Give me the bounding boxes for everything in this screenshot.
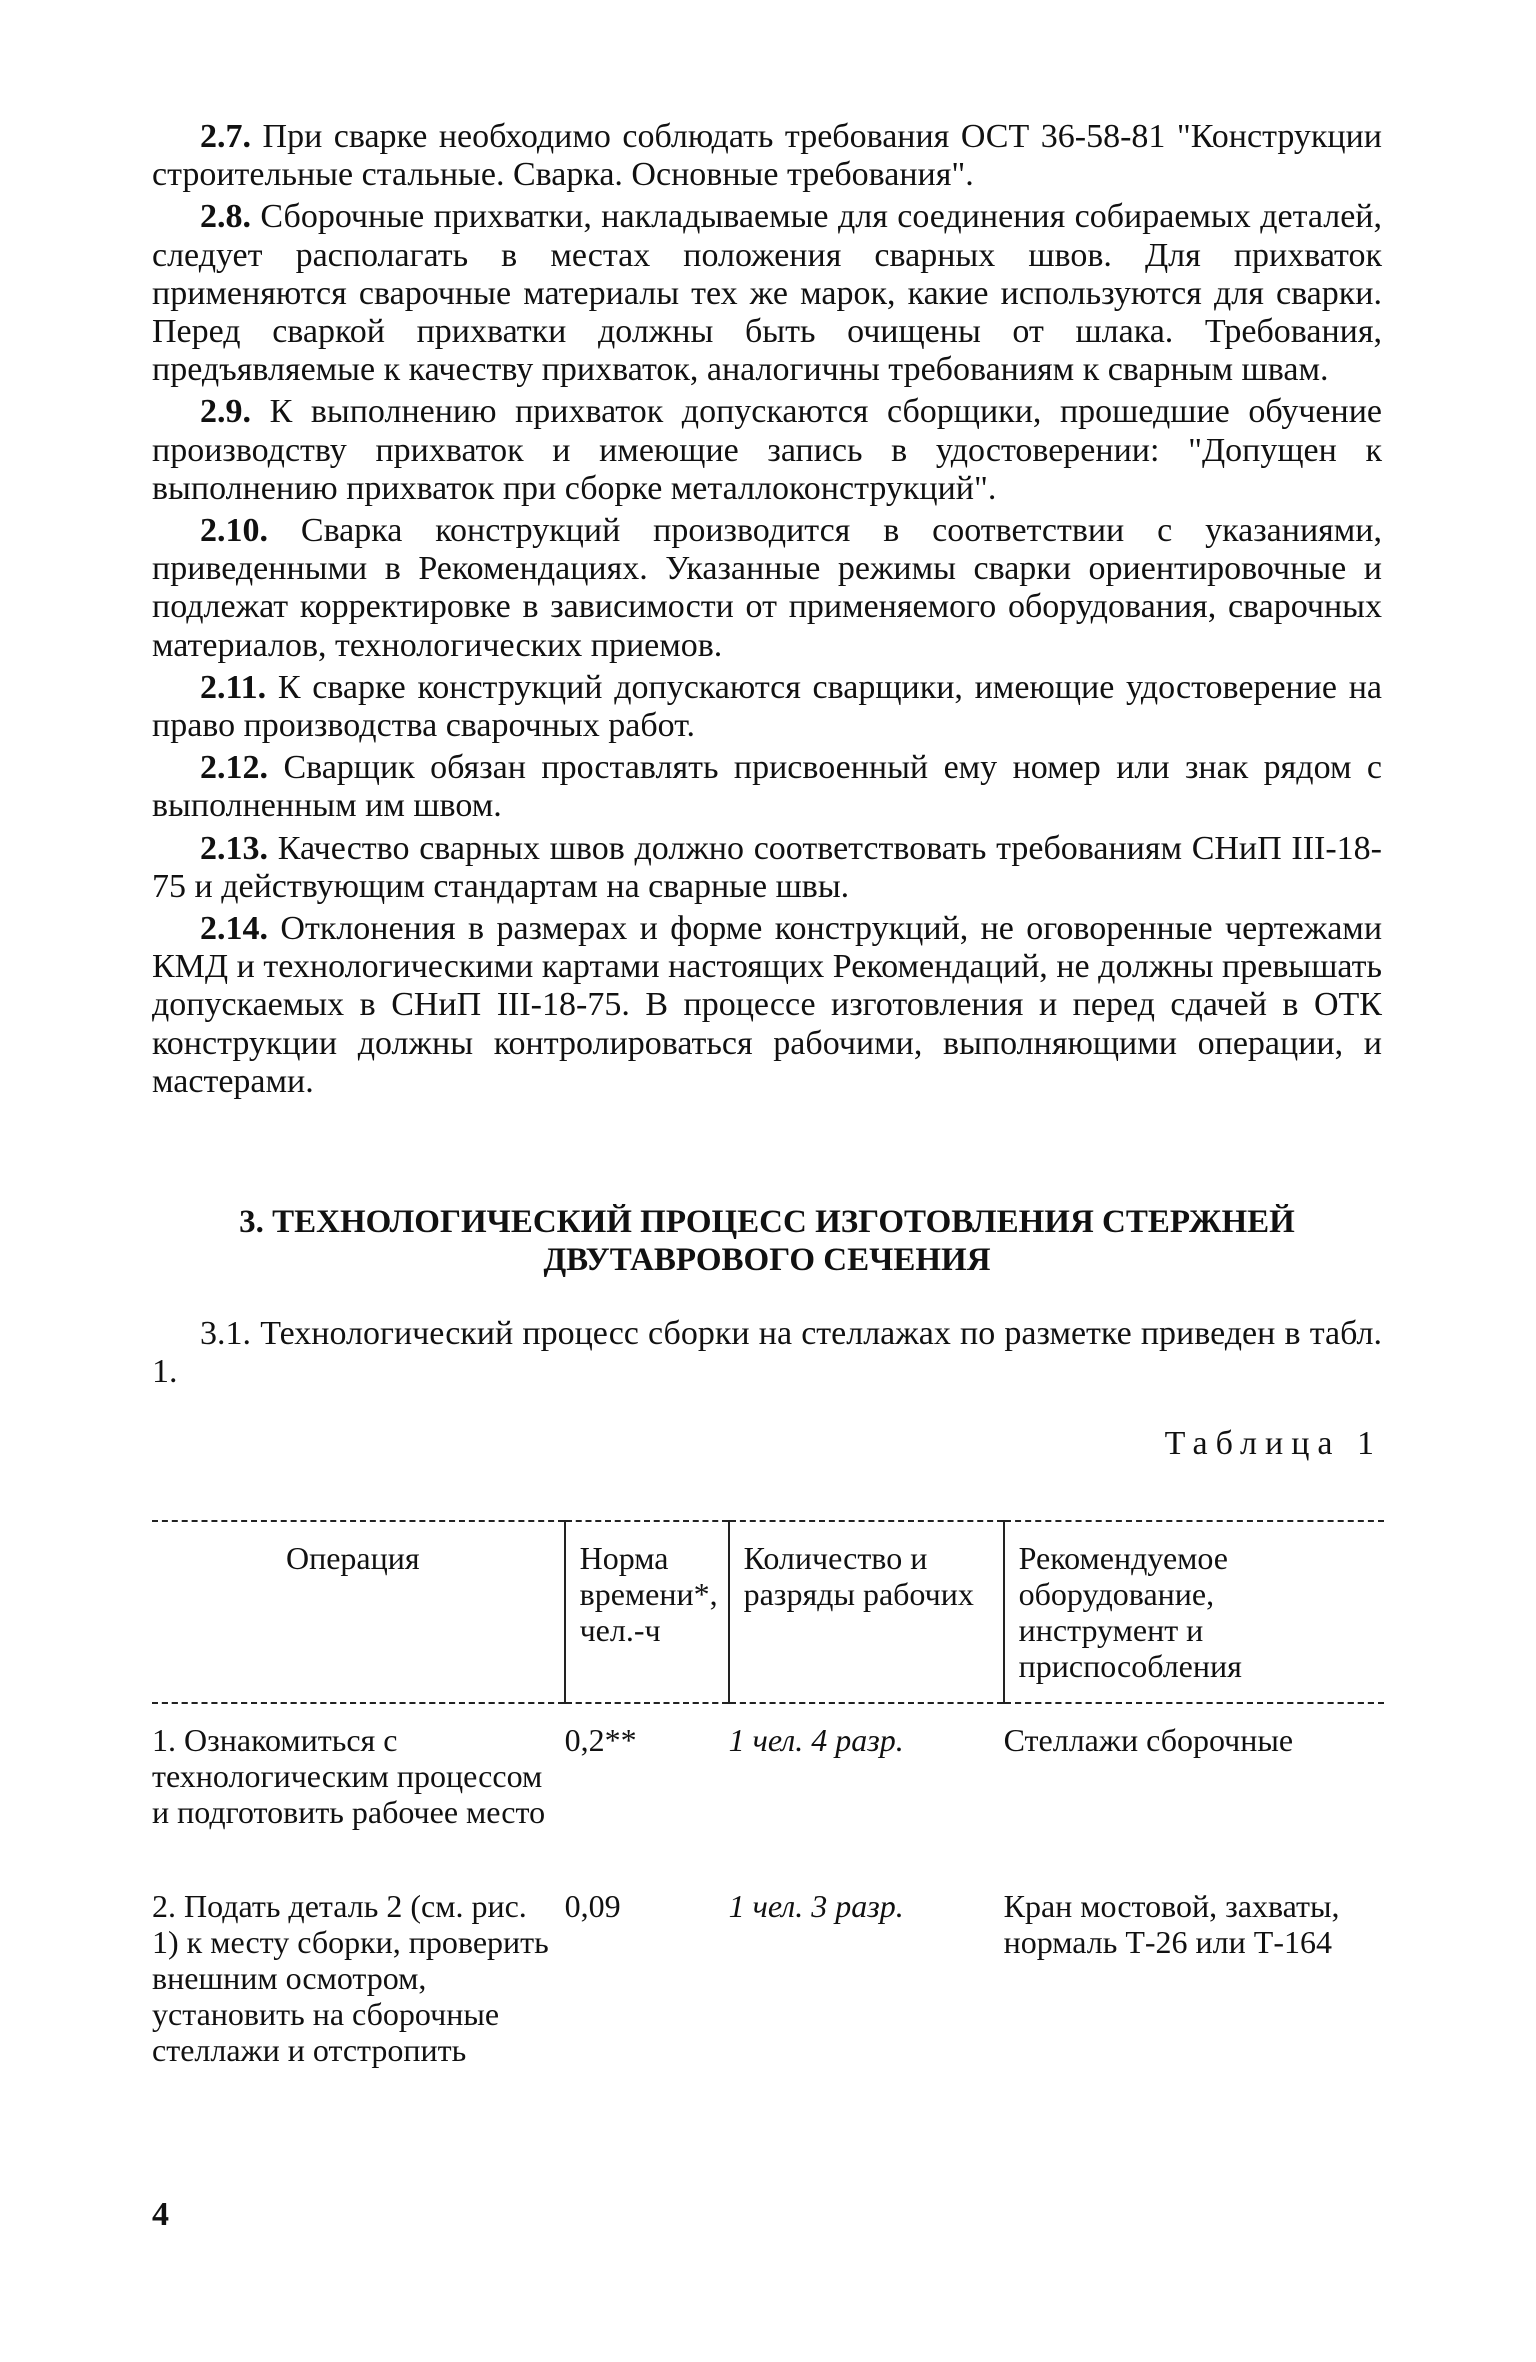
header-operation: Операция bbox=[152, 1521, 565, 1703]
table-caption: Таблица 1 bbox=[1164, 1425, 1382, 1462]
cell-workers: 1 чел. 3 разр. bbox=[728, 1888, 904, 1924]
cell-operation: 1. Ознакомиться с технологическим процессом и подготовить рабочее место bbox=[152, 1722, 546, 1830]
paragraph-2-13 bbox=[152, 830, 1382, 906]
paragraph-2-14 bbox=[152, 910, 1382, 1101]
paragraph-text: Сварщик обязан проставлять присвоенный ему номер или знак рядом с выполненным им швом. bbox=[152, 749, 1382, 825]
paragraph-number: 2.12. bbox=[200, 749, 268, 787]
header-workers: Количество и разряды рабочих bbox=[729, 1521, 1004, 1703]
paragraph-text: К сварке конструкций допускаются сварщики, имеющие удостоверение на право производства сварочных работ. bbox=[152, 668, 1383, 745]
paragraph-number: 3.1. bbox=[200, 1315, 251, 1352]
paragraph-number: 2.9. bbox=[200, 393, 251, 431]
paragraph-2-7 bbox=[152, 118, 1382, 194]
paragraph-text: Сборочные прихватки, накладываемые для соединения собираемых деталей, следует располагать в местах положения сварных швов. Для прихваток применяются сварочные материалы тех же марок, какие используются для сварки. Перед сваркой прихватки должны быть очищены от шлака. Требования, предъявляемые к качеству прихваток, аналогичны требованиям к сварным швам. bbox=[152, 198, 1382, 389]
paragraph-number: 2.13. bbox=[200, 829, 268, 867]
paragraph-number: 2.10. bbox=[200, 512, 268, 550]
section-title bbox=[152, 1203, 1382, 1279]
paragraph-number: 2.11. bbox=[200, 668, 267, 706]
table-header-row bbox=[152, 1521, 1384, 1703]
cell-equipment: Кран мостовой, захваты, нормаль Т-26 или Т-164 bbox=[1003, 1888, 1340, 1960]
section-title-line-1: 3. ТЕХНОЛОГИЧЕСКИЙ ПРОЦЕСС ИЗГОТОВЛЕНИЯ СТЕРЖНЕЙ bbox=[239, 1204, 1295, 1240]
header-equipment: Рекомендуемое оборудование, инструмент и приспособления bbox=[1004, 1521, 1384, 1703]
cell-workers: 1 чел. 4 разр. bbox=[728, 1722, 904, 1758]
paragraph-text: При сварке необходимо соблюдать требования ОСТ 36-58-81 "Конструкции строительные стальные. Сварка. Основные требования". bbox=[152, 118, 1382, 194]
paragraph-text: К выполнению прихваток допускаются сборщики, прошедшие обучение производству прихваток и имеющие запись в удостоверении: "Допущен к выполнению прихваток при сборке металлоконструкций". bbox=[152, 393, 1382, 507]
paragraph-number: 2.8. bbox=[200, 198, 251, 236]
paragraph-number: 2.14. bbox=[200, 910, 268, 948]
section-title-line-2: ДВУТАВРОВОГО СЕЧЕНИЯ bbox=[543, 1242, 991, 1278]
cell-time-norm: 0,09 bbox=[564, 1888, 621, 1924]
paragraph-text: Сварка конструкций производится в соответствии с указаниями, приведенными в Рекомендациях. Указанные режимы сварки ориентировочные и подлежат корректировке в зависимости от применяемого оборудования, сварочных материалов, технологических приемов. bbox=[152, 512, 1382, 664]
paragraph-2-9 bbox=[152, 393, 1382, 508]
paragraph-2-12 bbox=[152, 749, 1382, 825]
page-number: 4 bbox=[152, 2196, 169, 2233]
paragraph-2-8 bbox=[152, 198, 1382, 389]
operations-table bbox=[152, 1520, 1384, 2108]
cell-equipment: Стеллажи сборочные bbox=[1003, 1722, 1294, 1758]
body-text bbox=[152, 118, 1382, 1105]
paragraph-2-11 bbox=[152, 669, 1382, 745]
cell-operation: 2. Подать деталь 2 (см. рис. 1) к месту сборки, проверить внешним осмотром, установить на сборочные стеллажи и отстропить bbox=[152, 1888, 549, 2068]
header-time-norm: Норма времени*, чел.-ч bbox=[565, 1521, 729, 1703]
table-row bbox=[152, 1703, 1384, 1870]
paragraph-text: Технологический процесс сборки на стеллажах по разметке приведен в табл. 1. bbox=[152, 1315, 1383, 1390]
paragraph-2-10 bbox=[152, 512, 1382, 665]
paragraph-number: 2.7. bbox=[200, 118, 251, 155]
paragraph-3-1 bbox=[152, 1315, 1382, 1391]
paragraph-text: Отклонения в размерах и форме конструкций, не оговоренные чертежами КМД и технологическими картами настоящих Рекомендаций, не должны превышать допускаемых в СНиП III-18-75. В процессе изготовления и перед сдачей в ОТК конструкции должны контролироваться рабочими, выполняющими операции, и мастерами. bbox=[152, 910, 1383, 1100]
table-row bbox=[152, 1870, 1384, 2108]
cell-time-norm: 0,2** bbox=[564, 1722, 637, 1758]
section-intro bbox=[152, 1315, 1382, 1391]
paragraph-text: Качество сварных швов должно соответствовать требованиям СНиП III-18-75 и действующим стандартам на сварные швы. bbox=[152, 829, 1383, 905]
